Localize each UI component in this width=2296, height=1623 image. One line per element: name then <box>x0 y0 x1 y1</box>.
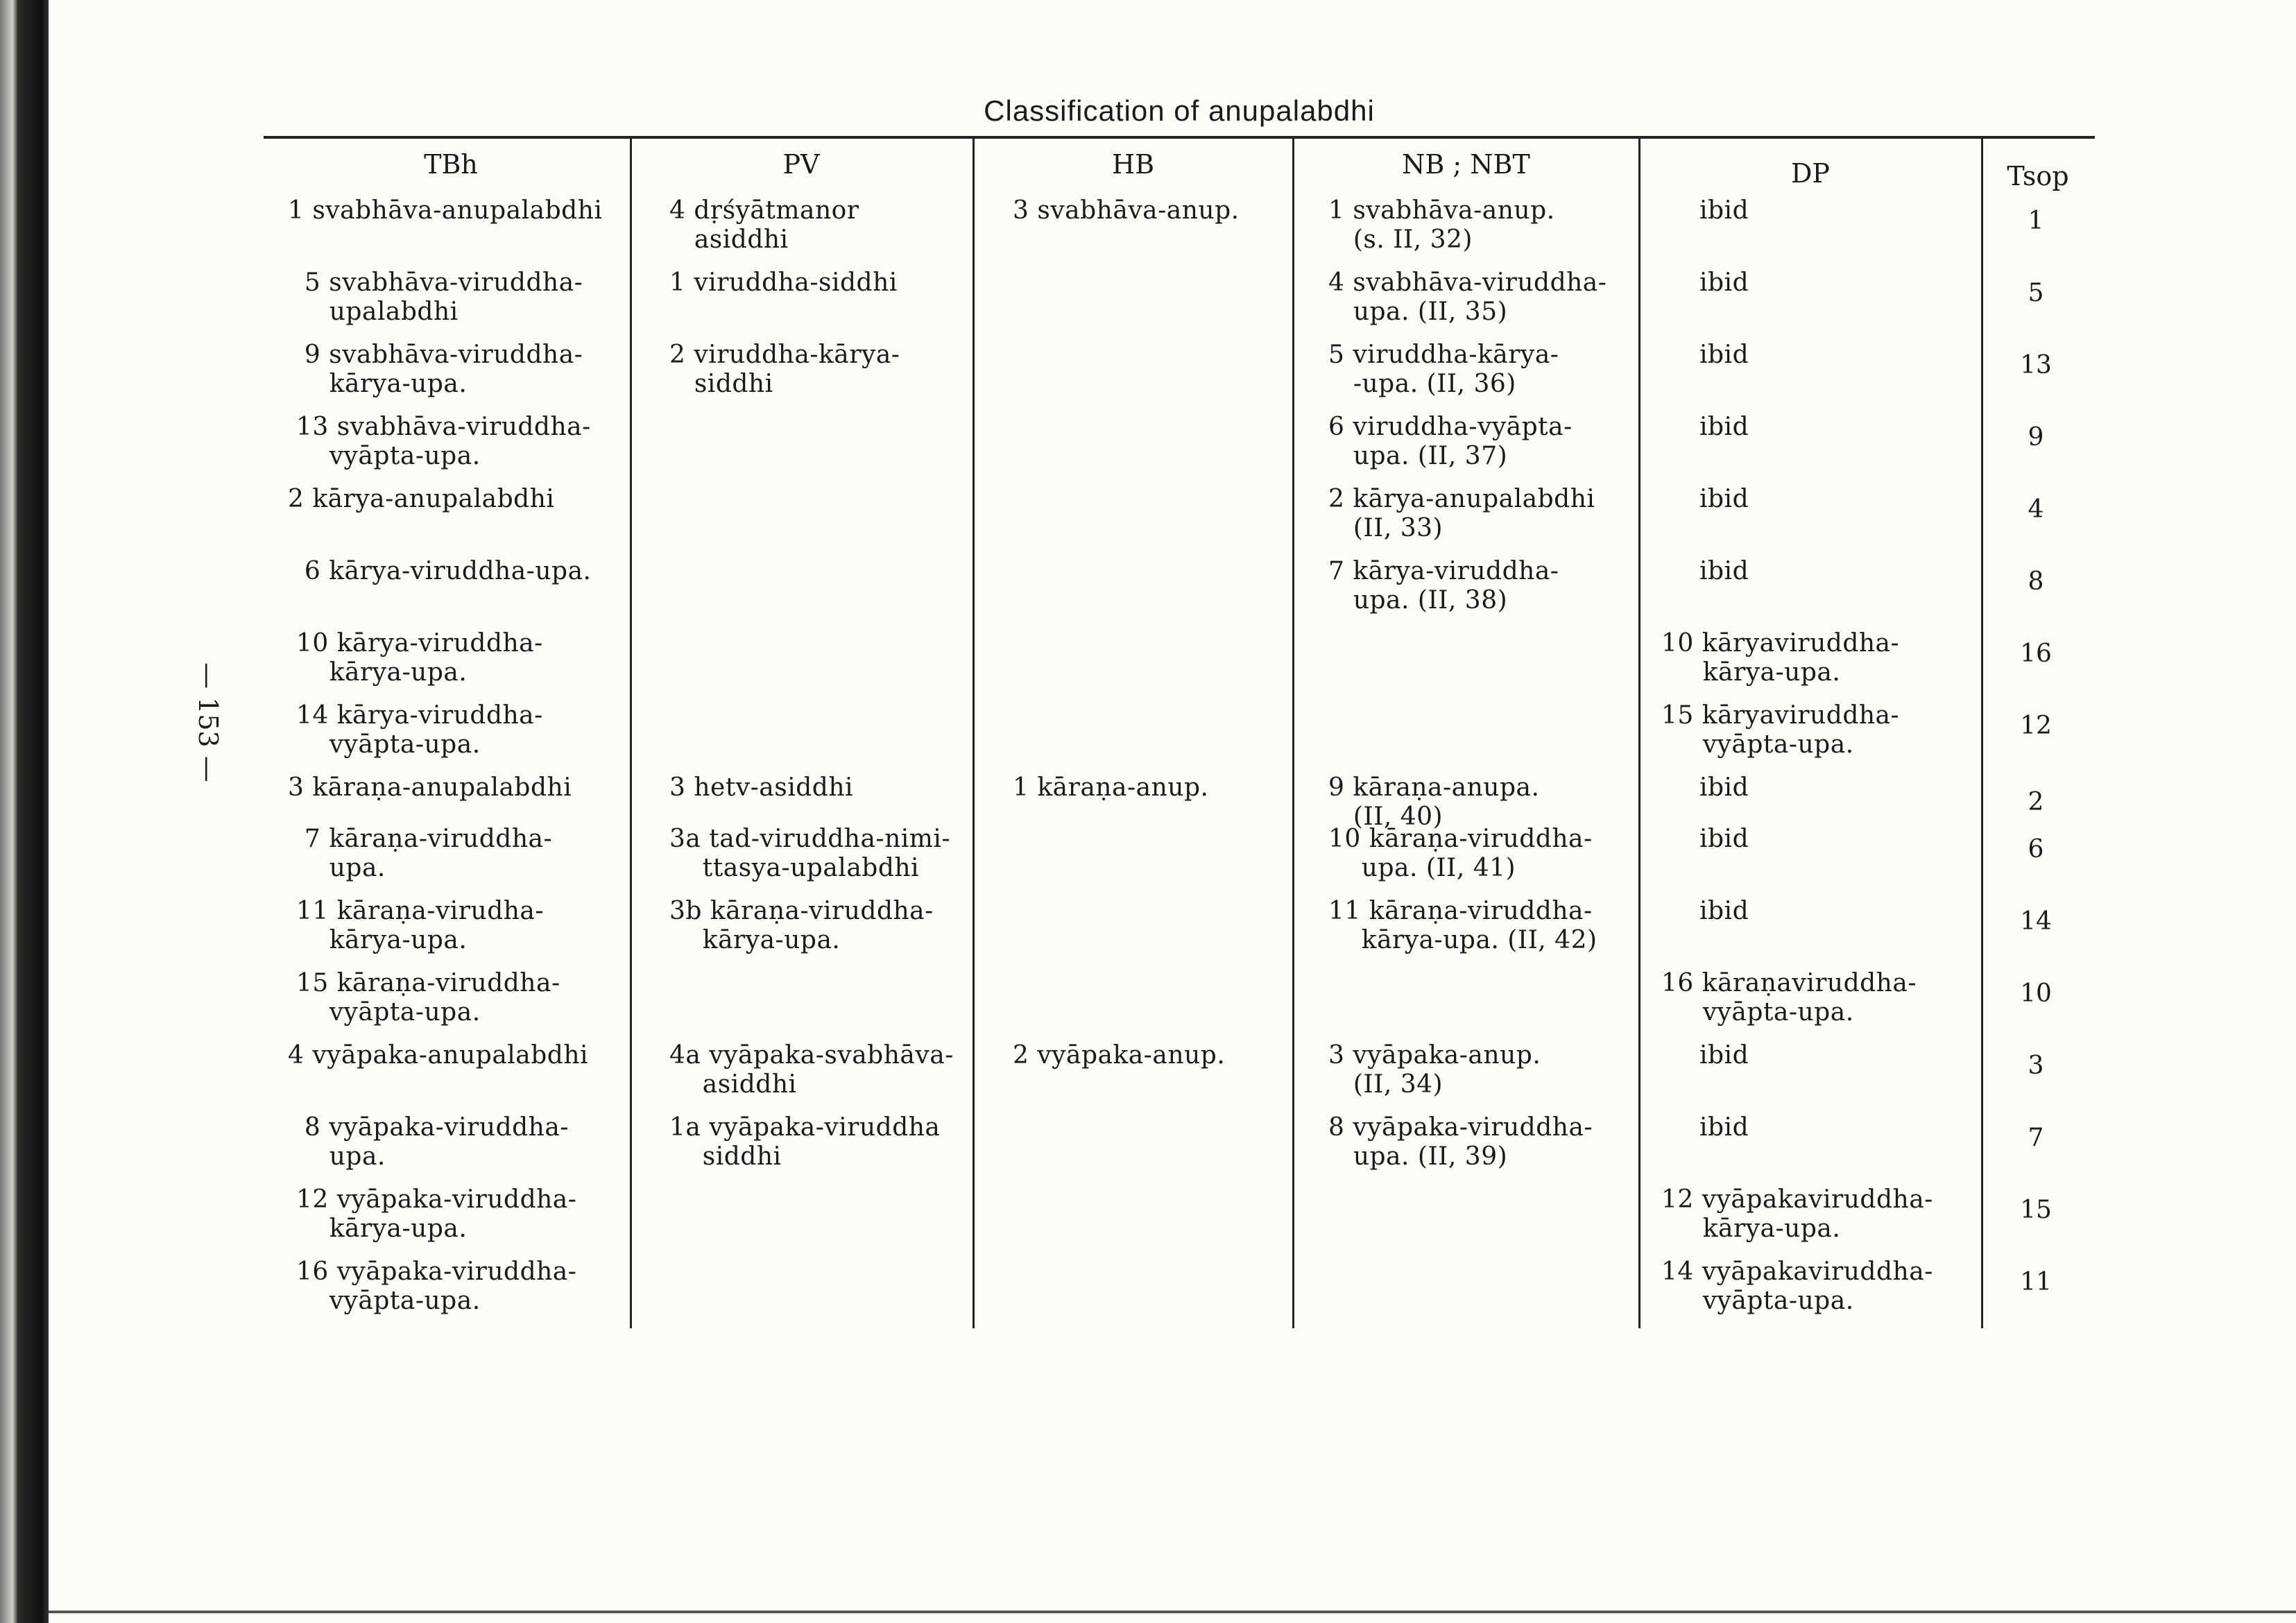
cell-pv: 3b kāraṇa-viruddha- kārya-upa. <box>669 897 934 954</box>
cell-dp: ibid <box>1699 413 1749 441</box>
cell-dp: ibid <box>1699 268 1749 297</box>
cell-hb: 1 kāraṇa-anup. <box>1013 773 1209 802</box>
table-title: Classification of anupalabdhi <box>984 94 1375 127</box>
cell-tsop: 13 <box>2020 351 2052 379</box>
cell-tbh: 7 kāraṇa-viruddha- upa. <box>304 825 553 882</box>
cell-nb: 9 kāraṇa-anupa. (II, 40) <box>1328 773 1540 831</box>
cell-pv: 2 viruddha-kārya- siddhi <box>669 341 900 398</box>
column-divider <box>1638 139 1640 1328</box>
cell-tbh: 16 vyāpaka-viruddha- vyāpta-upa. <box>295 1257 577 1315</box>
cell-tsop: 6 <box>2028 835 2044 864</box>
cell-tsop: 16 <box>2020 639 2052 668</box>
title-rule <box>264 136 2095 139</box>
cell-tsop: 5 <box>2028 279 2044 307</box>
cell-nb: 1 svabhāva-anup. (s. II, 32) <box>1328 196 1555 254</box>
cell-nb: 5 viruddha-kārya- -upa. (II, 36) <box>1328 341 1559 398</box>
cell-tsop: 12 <box>2020 712 2052 740</box>
cell-dp: 12 vyāpakaviruddha- kārya-upa. <box>1661 1185 1933 1243</box>
cell-hb: 3 svabhāva-anup. <box>1013 196 1240 225</box>
cell-tbh: 4 vyāpaka-anupalabdhi <box>288 1041 589 1070</box>
cell-nb: 6 viruddha-vyāpta- upa. (II, 37) <box>1328 413 1573 470</box>
cell-dp: ibid <box>1699 485 1749 513</box>
cell-dp: 10 kāryaviruddha- kārya-upa. <box>1661 629 1900 687</box>
cell-tsop: 14 <box>2020 907 2052 936</box>
cell-tbh: 12 vyāpaka-viruddha- kārya-upa. <box>295 1185 577 1243</box>
header-tbh: TBh <box>424 149 478 180</box>
cell-dp: ibid <box>1699 341 1749 369</box>
cell-dp: ibid <box>1699 1041 1749 1070</box>
cell-tsop: 10 <box>2020 979 2052 1008</box>
cell-pv: 4a vyāpaka-svabhāva- asiddhi <box>669 1041 954 1099</box>
cell-nb: 2 kārya-anupalabdhi (II, 33) <box>1328 485 1595 542</box>
cell-tbh: 3 kāraṇa-anupalabdhi <box>288 773 572 802</box>
cell-dp: ibid <box>1699 557 1749 585</box>
cell-tsop: 11 <box>2020 1268 2052 1296</box>
cell-tsop: 4 <box>2028 495 2044 524</box>
cell-tbh: 5 svabhāva-viruddha- upalabdhi <box>304 268 583 326</box>
cell-dp: ibid <box>1699 825 1749 853</box>
header-tsop: Tsop <box>2007 161 2069 191</box>
cell-tsop: 2 <box>2028 788 2044 816</box>
column-divider <box>630 139 632 1328</box>
cell-tsop: 9 <box>2028 423 2044 452</box>
cell-pv: 4 dṛśyātmanor asiddhi <box>669 196 859 254</box>
cell-tbh: 11 kāraṇa-virudha- kārya-upa. <box>295 897 545 954</box>
column-divider <box>1981 139 1983 1328</box>
cell-tbh: 10 kārya-viruddha- kārya-upa. <box>295 629 543 687</box>
cell-dp: ibid <box>1699 196 1749 225</box>
cell-nb: 3 vyāpaka-anup. (II, 34) <box>1328 1041 1541 1099</box>
page-edge-shadow <box>0 0 49 1623</box>
header-hb: HB <box>1111 149 1155 180</box>
cell-tbh: 13 svabhāva-viruddha- vyāpta-upa. <box>295 413 591 470</box>
cell-tsop: 1 <box>2028 207 2044 235</box>
cell-dp: 16 kāraṇaviruddha- vyāpta-upa. <box>1661 969 1917 1027</box>
cell-tbh: 6 kārya-viruddha-upa. <box>288 557 592 585</box>
cell-dp: ibid <box>1699 773 1749 802</box>
cell-pv: 3 hetv-asiddhi <box>669 773 854 802</box>
cell-tbh: 8 vyāpaka-viruddha- upa. <box>304 1113 569 1171</box>
cell-dp: ibid <box>1699 897 1749 925</box>
column-divider <box>973 139 975 1328</box>
cell-nb: 10 kāraṇa-viruddha- upa. (II, 41) <box>1328 825 1593 882</box>
header-nb-nbt: NB ; NBT <box>1402 149 1530 180</box>
cell-tbh: 1 svabhāva-anupalabdhi <box>288 196 603 225</box>
cell-tbh: 9 svabhāva-viruddha- kārya-upa. <box>304 341 583 398</box>
cell-dp: ibid <box>1699 1113 1749 1142</box>
cell-nb: 8 vyāpaka-viruddha- upa. (II, 39) <box>1328 1113 1593 1171</box>
cell-dp: 15 kāryaviruddha- vyāpta-upa. <box>1661 701 1900 759</box>
cell-tsop: 8 <box>2028 567 2044 596</box>
cell-nb: 7 kārya-viruddha- upa. (II, 38) <box>1328 557 1559 615</box>
header-dp: DP <box>1790 158 1831 189</box>
cell-nb: 4 svabhāva-viruddha- upa. (II, 35) <box>1328 268 1607 326</box>
cell-tsop: 15 <box>2020 1196 2052 1224</box>
cell-pv: 1a vyāpaka-viruddha siddhi <box>669 1113 941 1171</box>
cell-tsop: 7 <box>2028 1124 2044 1152</box>
cell-tbh: 14 kārya-viruddha- vyāpta-upa. <box>295 701 543 759</box>
cell-tbh: 2 kārya-anupalabdhi <box>288 485 555 513</box>
cell-hb: 2 vyāpaka-anup. <box>1013 1041 1226 1070</box>
cell-pv: 1 viruddha-siddhi <box>669 268 898 297</box>
cell-dp: 14 vyāpakaviruddha- vyāpta-upa. <box>1661 1257 1933 1315</box>
cell-tsop: 3 <box>2028 1051 2044 1080</box>
bottom-rule <box>49 1611 2296 1613</box>
header-pv: PV <box>782 149 820 180</box>
column-divider <box>1292 139 1294 1328</box>
cell-nb: 11 kāraṇa-viruddha- kārya-upa. (II, 42) <box>1328 897 1597 954</box>
cell-pv: 3a tad-viruddha-nimi- ttasya-upalabdhi <box>669 825 951 882</box>
cell-tbh: 15 kāraṇa-viruddha- vyāpta-upa. <box>295 969 560 1027</box>
